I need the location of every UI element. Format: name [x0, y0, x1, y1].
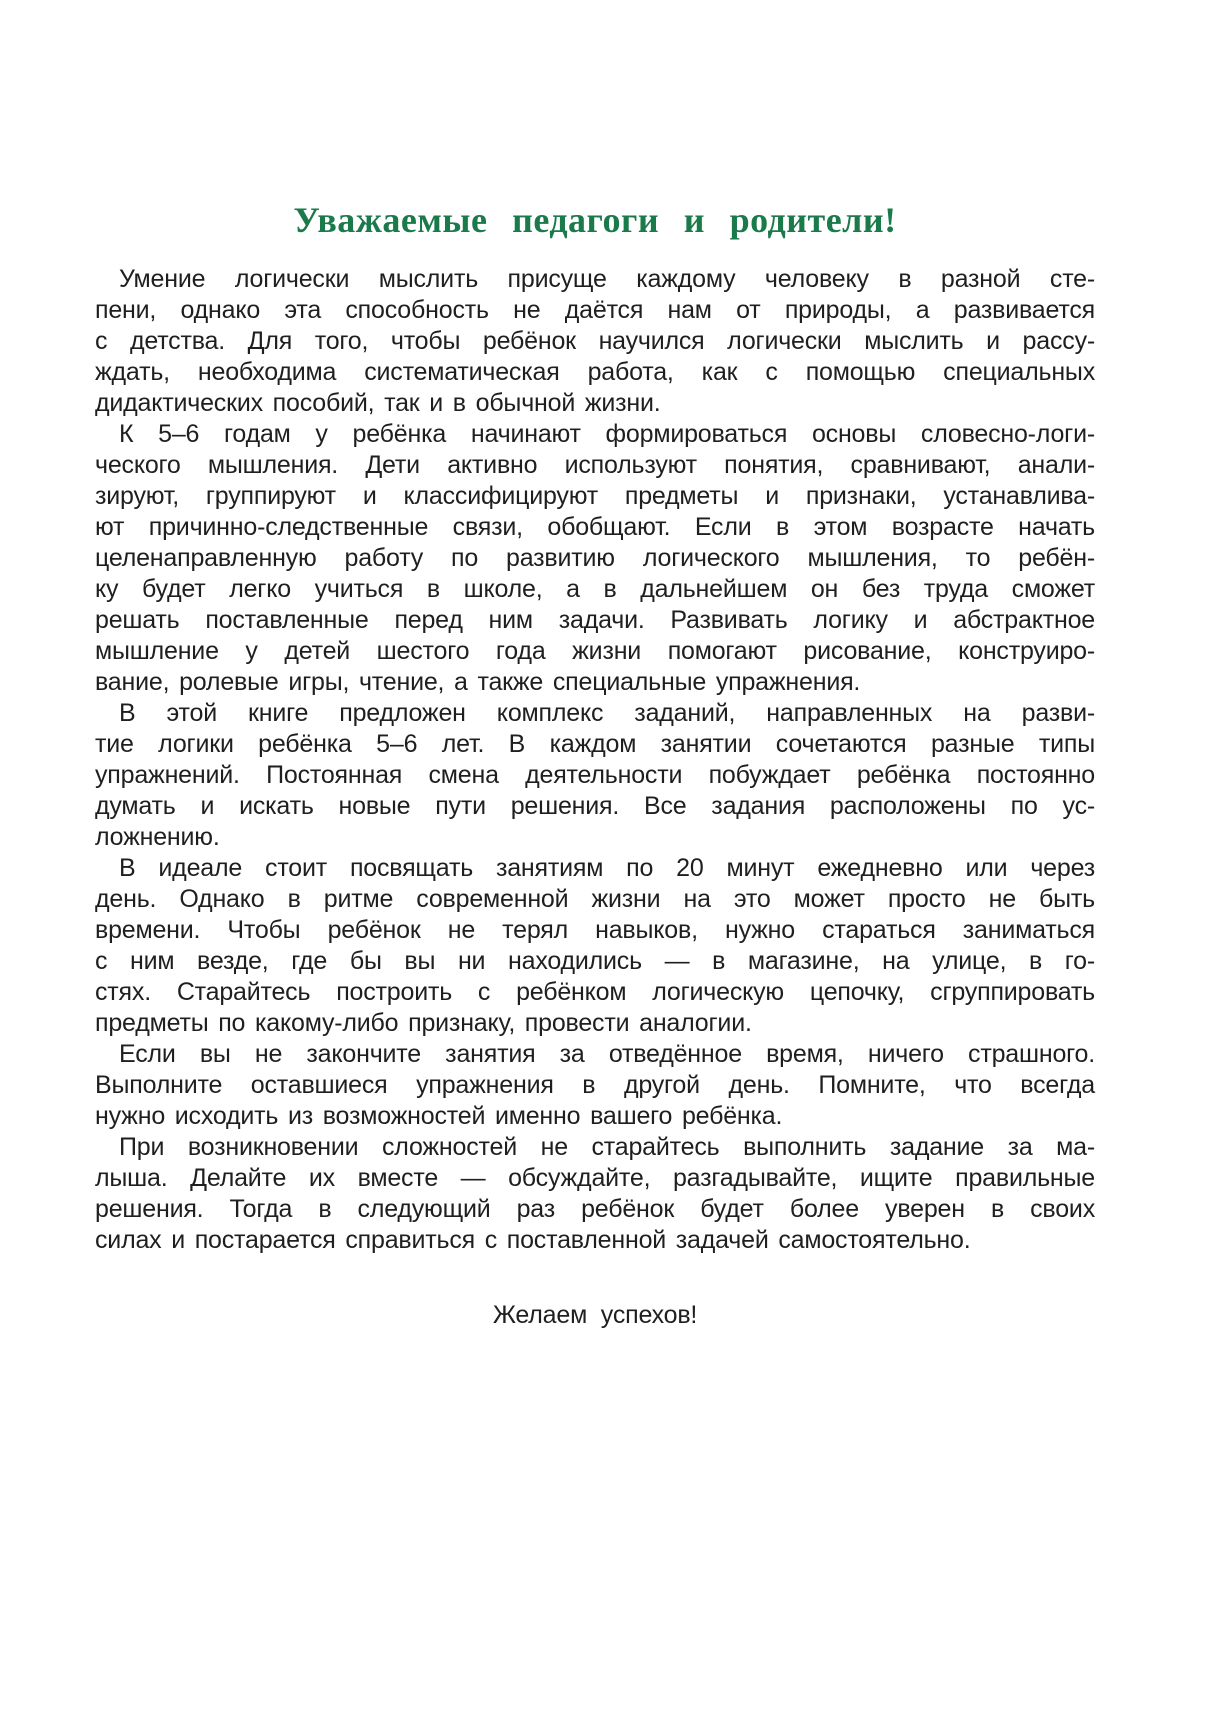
- text-line: времени. Чтобы ребёнок не терял навыков, нужно стараться заниматься: [95, 916, 1095, 944]
- text-line: предметы по какому-либо признаку, провести аналогии.: [95, 1009, 752, 1037]
- text-line: При возникновении сложностей не старайтесь выполнить задание за ма-: [119, 1133, 1095, 1161]
- text-line: ческого мышления. Дети активно используют понятия, сравнивают, анали-: [95, 451, 1095, 479]
- text-line: ждать, необходима систематическая работа, как с помощью специальных: [95, 358, 1095, 386]
- page-title: Уважаемые педагоги и родители!: [293, 200, 897, 240]
- text-line: с детства. Для того, чтобы ребёнок научился логически мыслить и рассу-: [95, 327, 1095, 355]
- text-line: ку будет легко учиться в школе, а в дальнейшем он без труда сможет: [95, 575, 1095, 603]
- text-line: тие логики ребёнка 5–6 лет. В каждом занятии сочетаются разные типы: [95, 730, 1095, 758]
- text-line: зируют, группируют и классифицируют предметы и признаки, устанавлива-: [95, 482, 1095, 510]
- text-line: В этой книге предложен комплекс заданий, направленных на разви-: [119, 699, 1095, 727]
- text-line: с ним везде, где бы вы ни находились — в магазине, на улице, в го-: [95, 947, 1095, 975]
- text-line: стях. Старайтесь построить с ребёнком логическую цепочку, сгруппировать: [95, 978, 1095, 1006]
- text-line: вание, ролевые игры, чтение, а также специальные упражнения.: [95, 668, 861, 696]
- text-line: ют причинно-следственные связи, обобщают. Если в этом возрасте начать: [95, 513, 1095, 541]
- text-line: лыша. Делайте их вместе — обсуждайте, разгадывайте, ищите правильные: [95, 1164, 1095, 1192]
- text-line: целенаправленную работу по развитию логического мышления, то ребён-: [95, 544, 1095, 572]
- text-line: думать и искать новые пути решения. Все задания расположены по ус-: [95, 792, 1095, 820]
- text-line: упражнений. Постоянная смена деятельности побуждает ребёнка постоянно: [95, 761, 1095, 789]
- text-line: день. Однако в ритме современной жизни на это может просто не быть: [95, 885, 1095, 913]
- text-line: решения. Тогда в следующий раз ребёнок будет более уверен в своих: [95, 1195, 1095, 1223]
- text-line: дидактических пособий, так и в обычной жизни.: [95, 389, 661, 417]
- text-line: Выполните оставшиеся упражнения в другой день. Помните, что всегда: [95, 1071, 1095, 1099]
- text-line: решать поставленные перед ним задачи. Развивать логику и абстрактное: [95, 606, 1095, 634]
- text-line: Умение логически мыслить присуще каждому человеку в разной сте-: [119, 265, 1095, 293]
- text-line: В идеале стоит посвящать занятиям по 20 минут ежедневно или через: [119, 854, 1095, 882]
- text-line: Если вы не закончите занятия за отведённое время, ничего страшного.: [119, 1040, 1095, 1068]
- text-line: пени, однако эта способность не даётся нам от природы, а развивается: [95, 296, 1095, 324]
- body-paragraphs: [95, 264, 1095, 1256]
- closing-line: Желаем успехов!: [492, 1301, 698, 1329]
- text-line: нужно исходить из возможностей именно вашего ребёнка.: [95, 1102, 783, 1130]
- text-line: мышление у детей шестого года жизни помогают рисование, конструиро-: [95, 637, 1095, 665]
- text-line: ложнению.: [95, 823, 220, 851]
- page-content: [95, 198, 1095, 1331]
- text-line: силах и постарается справиться с поставленной задачей самостоятельно.: [95, 1226, 971, 1254]
- text-line: К 5–6 годам у ребёнка начинают формироваться основы словесно-логи-: [119, 420, 1095, 448]
